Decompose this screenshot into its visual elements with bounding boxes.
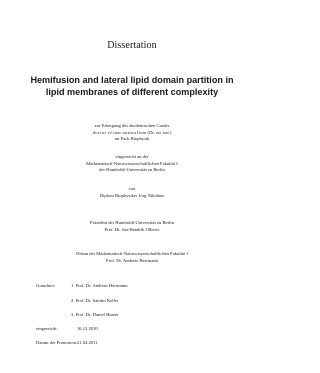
submission-block xyxy=(0,154,264,174)
author-block xyxy=(0,186,264,199)
defense-date: 21.04.2011 xyxy=(77,340,98,345)
document-type: Dissertation xyxy=(107,40,157,51)
reviewer-1: 1. Prof. Dr. Andreas Herrmann xyxy=(71,283,128,288)
degree-line-2 xyxy=(0,130,264,137)
reviewer-3: 3. Prof. Dr. Daniel Huster xyxy=(71,312,119,317)
president-block xyxy=(0,220,264,233)
submission-line-2: Mathematisch-Naturwissenschaftlichen Fakultät I xyxy=(86,160,178,166)
dean-line-1: Dekan der Mathematisch-Naturwissenschaftlichen Fakultät I xyxy=(76,251,188,256)
author-line-2: Diplom Biophysiker Jörg Nikolaus xyxy=(99,192,165,198)
title-line-2: lipid membranes of different complexity xyxy=(45,87,219,97)
submission-line-3: der Humboldt-Universität zu Berlin xyxy=(99,167,165,173)
author-line-1: von xyxy=(128,186,136,191)
defense-label: Datum der Promotion: xyxy=(36,340,78,345)
degree-line-1: zur Erlangung des akademischen Grades xyxy=(94,123,170,128)
dissertation-title xyxy=(0,74,264,98)
degree-latin: doctor rerum naturalium xyxy=(92,129,147,135)
submitted-label: eingereicht: xyxy=(36,326,58,331)
degree-line-3: im Fach Biophysik xyxy=(114,136,150,142)
submitted-date: 16.12.2010 xyxy=(77,326,98,331)
reviewer-2: 2. Prof. Dr. Sandro Keller xyxy=(71,298,119,303)
title-line-1: Hemifusion and lateral lipid domain partition in xyxy=(30,75,234,85)
degree-block xyxy=(0,123,264,143)
president-line-1: Präsident der Humboldt-Universität zu Berlin xyxy=(90,220,174,225)
degree-abbrev: (Dr. rer. nat.) xyxy=(146,129,172,135)
reviewers-label: Gutachter: xyxy=(36,283,56,288)
dean-block xyxy=(0,251,264,264)
submission-line-1: eingereicht an der xyxy=(115,154,149,159)
president-line-2: Prof. Dr. Jan-Hendrik Olbertz xyxy=(104,226,160,232)
dean-line-2: Prof. Dr. Andreas Herrmann xyxy=(106,257,158,263)
